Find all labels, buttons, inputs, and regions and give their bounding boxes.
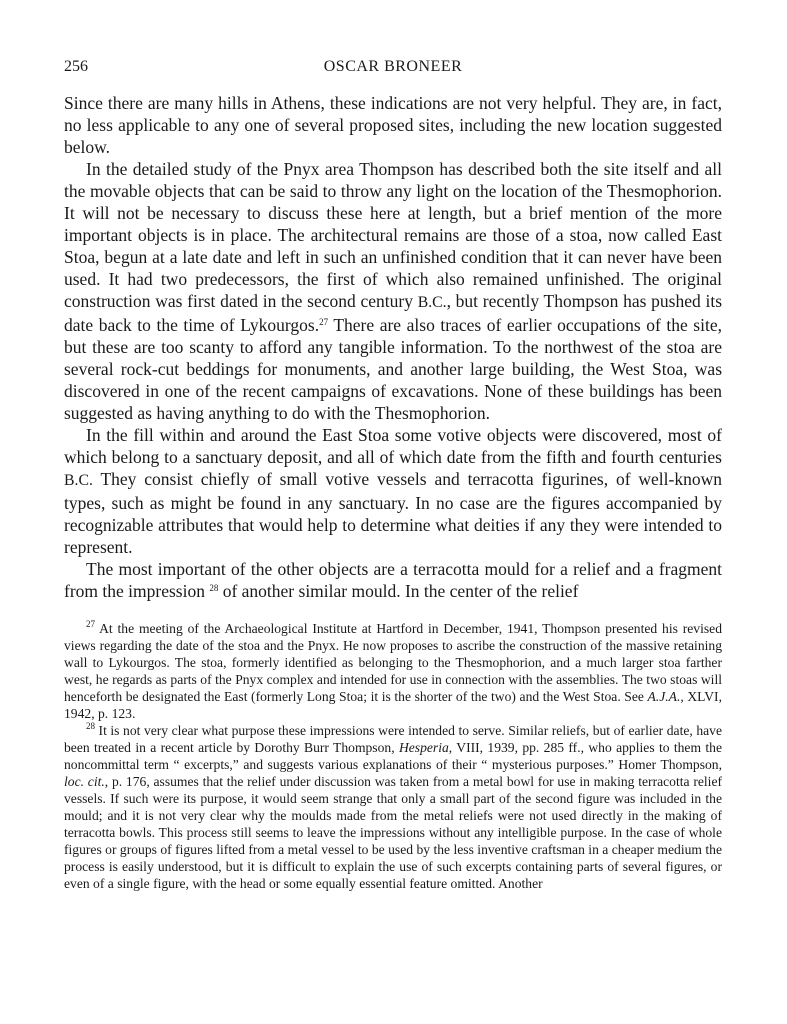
- paragraph-4: [64, 558, 722, 602]
- running-title: OSCAR BRONEER: [323, 58, 463, 75]
- footnote-28-number: 28: [86, 721, 95, 731]
- paragraph-1: Since there are many hills in Athens, these indications are not very helpful. They are, in fact, no less applicable to any one of several proposed sites, including the new location suggested below.: [64, 93, 722, 157]
- footnote-27-text-a: At the meeting of the Archaeological Institute at Hartford in December, 1941, Thompson presented his revised views regarding the date of the stoa and the Pnyx. He now proposes to ascribe the construction of the massive retaining wall to Lykourgos. The stoa, formerly identified as belonging to the Thesmophorion, and a much larger stoa farther west, he regards as parts of the Pnyx complex and intended for use in connection with the assemblies. The two stoas will henceforth be designated the East (formerly Long Stoa; it is the shorter of the two) and the West Stoa. See: [64, 621, 722, 704]
- footnote-28: [64, 722, 722, 892]
- paragraph-2-text-c: There are also traces of earlier occupations of the site, but these are too scanty to afford any tangible information. To the northwest of the stoa are several rock-cut beddings for monuments, and another large building, the West Stoa, was discovered in one of the recent campaigns of excavations. None of these buildings has been suggested as having anything to do with the Thesmophorion.: [64, 315, 722, 423]
- paragraph-4-text-b: of another similar mould. In the center of the relief: [218, 581, 579, 601]
- footnote-27-text-b: , XLVI, 1942, p. 123.: [64, 689, 722, 721]
- footnotes: [64, 620, 722, 892]
- page-number: 256: [64, 58, 88, 75]
- paragraph-3: [64, 424, 722, 558]
- paragraph-3-text-b: They consist chiefly of small votive vessels and terracotta figurines, of well-known types, such as might be found in any sanctuary. In no case are the figures accompanied by recognizable attributes that would help to determine what deities if any they were intended to represent.: [64, 469, 722, 557]
- page: [64, 58, 722, 892]
- footnote-27-number: 27: [86, 619, 95, 629]
- footnote-28-journal: Hesperia: [398, 740, 449, 755]
- paragraph-2-text-a: In the detailed study of the Pnyx area Thompson has described both the site itself and all the movable objects that can be said to throw any light on the location of the Thesmophorion. It will not be necessary to discuss these here at length, but a brief mention of the more important objects is in place. The architectural remains are those of a stoa, now called East Stoa, begun at a late date and left in such an unfinished condition that it can never have been used. It had two predecessors, the first of which also remained unfinished. The original construction was first dated in the second century: [64, 159, 722, 311]
- footnote-27-journal: A.J.A.: [647, 689, 681, 704]
- era-abbrev: B.C.: [64, 472, 93, 489]
- footnote-28-text-a: It is not very clear what purpose these impressions were intended to serve. Similar reliefs, but of earlier date, have been treated in a recent article by Dorothy Burr Thompson,: [64, 723, 722, 755]
- footnote-ref-28[interactable]: 28: [209, 583, 219, 593]
- paragraph-3-text-a: In the fill within and around the East Stoa some votive objects were discovered, most of which belong to a sanctuary deposit, and all of which date from the fifth and fourth centuries: [64, 425, 722, 467]
- paragraph-4-text-a: The most important of the other objects are a terracotta mould for a relief and a fragment from the impression: [64, 559, 722, 601]
- footnote-ref-27[interactable]: 27: [319, 317, 329, 327]
- paragraph-2: [64, 158, 722, 424]
- paragraph-2-text-b: , but recently Thompson has pushed its date back to the time of Lykourgos.: [64, 291, 723, 335]
- footnote-28-text-b: , VIII, 1939, pp. 285 ff., who applies to them the noncommittal term “ excerpts,” and suggests various explanations of their “ mysterious purposes.” Homer Thompson,: [64, 740, 722, 772]
- page-header: [64, 58, 722, 84]
- footnote-28-text-c: , p. 176, assumes that the relief under discussion was taken from a metal bowl for use in making terracotta relief vessels. If such were its purpose, it would seem strange that only a small part of the second figure was included in the mould; and it is not very clear why the moulds made from the metal reliefs were not used directly in the making of terracotta bowls. This process still seems to leave the impressions without any intelligible purpose. In the case of whole figures or groups of figures lifted from a metal vessel to be used by the less inventive craftsman in a cheaper medium the process is easily understood, but it is difficult to explain the use of such excerpts containing parts of several figures, or even of a single figure, with the head or some equally essential feature omitted. Another: [64, 774, 723, 891]
- footnote-28-loc-cit: loc. cit.: [64, 774, 105, 789]
- footnote-27: [64, 620, 722, 722]
- era-abbrev: B.C.: [417, 294, 447, 311]
- body-text: [64, 92, 722, 602]
